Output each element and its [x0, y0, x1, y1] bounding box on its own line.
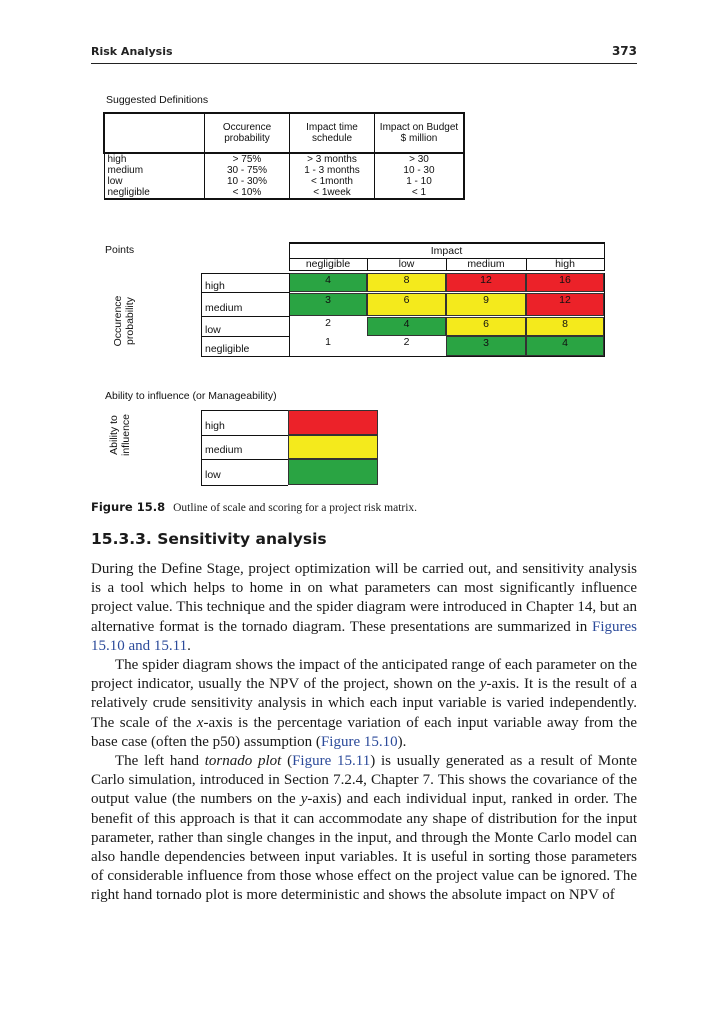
probability-row-divider — [201, 356, 289, 357]
definitions-cell: < 1 — [375, 187, 465, 199]
text-run: ). — [397, 733, 407, 750]
page-number: 373 — [611, 44, 637, 58]
paragraph-2 — [91, 656, 637, 752]
risk-score-cell: 8 — [526, 317, 604, 336]
definitions-row — [104, 176, 464, 187]
manageability-row-divider — [201, 459, 288, 460]
risk-score-cell: 2 — [367, 336, 446, 356]
definitions-row — [104, 187, 464, 199]
definitions-cell: 10 - 30% — [205, 176, 290, 187]
text-run: -axis) and each individual input, ranked in order. The benefit of this approach is that it can accommodate any shape of distribution for the input parameter, rather than single changes in the input, and through the Monte Carlo model can also handle dependencies between input variables. It is useful in sorting those parameters of considerable influence from those whose effect on the project value can be ignored. The right hand tornado plot is more deterministic and shows the absolute impact on NPV of — [91, 791, 638, 904]
risk-score-cell: 8 — [367, 273, 446, 292]
probability-row-label: medium — [205, 301, 243, 314]
definitions-cell: 10 - 30 — [375, 165, 465, 176]
risk-score-cell: 16 — [526, 273, 604, 292]
value-grid-right-border — [604, 273, 605, 357]
points-title: Points — [105, 244, 135, 256]
manageability-row-label: medium — [205, 444, 243, 456]
risk-score-cell: 1 — [289, 336, 367, 356]
definitions-cell: > 3 months — [290, 153, 375, 165]
impact-header-right-border — [604, 242, 605, 270]
definitions-row-label: low — [104, 176, 205, 187]
impact-header-label: Impact — [430, 245, 463, 257]
risk-score-cell: 3 — [446, 336, 526, 356]
risk-score-cell: 9 — [446, 293, 526, 316]
risk-score-cell: 6 — [367, 293, 446, 316]
figure-number: Figure 15.8 — [91, 500, 166, 514]
italic-variable: x — [196, 714, 204, 731]
definitions-cell: > 30 — [375, 153, 465, 165]
definitions-col-header: Occurence probability — [205, 113, 290, 153]
running-header-title: Risk Analysis — [91, 45, 173, 58]
figure-reference-link[interactable]: Figure 15.10 — [320, 733, 398, 750]
impact-column-header: medium — [467, 258, 505, 270]
italic-variable: y — [300, 791, 308, 808]
manageability-color-cell — [288, 410, 378, 435]
manageability-row-label: low — [205, 469, 221, 481]
axis-label-line: Occurence — [112, 295, 124, 347]
text-run: -axis. It is the result of a relatively crude sensitivity analysis in which each input variable is varied independently. The scale of the — [91, 676, 637, 731]
text-run: The left hand — [115, 753, 205, 770]
axis-label-line: influence — [120, 413, 132, 457]
italic-term: tornado plot — [204, 753, 282, 770]
definitions-header-row — [104, 113, 464, 153]
probability-label-column-border — [201, 273, 202, 357]
probability-row-divider — [201, 336, 289, 337]
definitions-row — [104, 165, 464, 176]
paragraph-3 — [91, 752, 637, 906]
definitions-col-header: Impact time schedule — [290, 113, 375, 153]
definitions-row-label: medium — [104, 165, 205, 176]
risk-score-cell: 2 — [289, 317, 367, 336]
probability-label-top-border — [201, 273, 289, 274]
value-grid-bottom-border — [289, 356, 605, 357]
impact-column-divider — [526, 258, 527, 270]
occurence-probability-axis-label — [112, 281, 136, 361]
probability-row-label: negligible — [205, 343, 250, 355]
definitions-table — [103, 112, 465, 200]
definitions-cell: < 1week — [290, 187, 375, 199]
ability-to-influence-axis-label — [108, 395, 132, 475]
ability-title: Ability to influence (or Manageability) — [105, 390, 277, 402]
figure-reference-link[interactable]: Figures 15.10 and 15.11 — [91, 618, 637, 654]
text-run: ) is usually generated as a result of Monte Carlo simulation, introduced in Section 7.2.4, Chapter 7. This shows the covariance of the output value (the numbers on the — [91, 753, 638, 808]
value-grid-left-border — [289, 273, 290, 357]
definitions-cell: 1 - 10 — [375, 176, 465, 187]
definitions-cell: > 75% — [205, 153, 290, 165]
definitions-row — [104, 153, 464, 165]
risk-score-cell: 4 — [526, 336, 604, 356]
manageability-top-border — [201, 410, 288, 411]
italic-variable: y — [479, 676, 487, 693]
definitions-title: Suggested Definitions — [106, 94, 209, 106]
probability-row-label: high — [205, 279, 225, 292]
text-run: . — [187, 637, 191, 654]
risk-score-cell: 12 — [446, 273, 526, 292]
definitions-row-label: negligible — [104, 187, 205, 199]
manageability-color-cell — [288, 459, 378, 485]
manageability-row-divider — [201, 435, 288, 436]
impact-column-divider — [446, 258, 447, 270]
definitions-row-label: high — [104, 153, 205, 165]
impact-column-divider — [367, 258, 368, 270]
axis-label-line: Ability to — [108, 415, 120, 455]
manageability-row-label: high — [205, 419, 225, 432]
manageability-row-divider — [201, 485, 288, 486]
section-heading: 15.3.3. Sensitivity analysis — [91, 530, 327, 548]
text-run: -axis is the percentage variation of each input variable away from the base case (often the p50) assumption ( — [91, 714, 637, 750]
manageability-label-column-border — [201, 410, 202, 486]
risk-score-cell: 3 — [289, 293, 367, 316]
body-text — [91, 560, 637, 906]
risk-score-cell: 6 — [446, 317, 526, 336]
figure-reference-link[interactable]: Figure 15.11 — [292, 753, 371, 770]
definitions-cell: 1 - 3 months — [290, 165, 375, 176]
impact-column-header: high — [555, 258, 575, 270]
axis-label-line: probability — [124, 297, 136, 345]
manageability-color-cell — [288, 435, 378, 459]
impact-column-header: low — [398, 258, 415, 270]
header-rule — [91, 63, 637, 64]
figure-caption — [91, 500, 417, 514]
definitions-cell: 30 - 75% — [205, 165, 290, 176]
text-run: ( — [281, 753, 293, 770]
risk-score-cell: 12 — [526, 293, 604, 316]
probability-row-label: low — [205, 323, 221, 336]
risk-score-cell: 4 — [367, 317, 446, 336]
probability-row-divider — [201, 292, 289, 293]
text-run: The spider diagram shows the impact of the anticipated range of each parameter on the project indicator, usually the NPV of the project, shown on the — [91, 657, 637, 693]
paragraph-1 — [91, 560, 637, 656]
probability-row-divider — [201, 316, 289, 317]
impact-header-bottom-border — [289, 270, 605, 271]
definitions-cell: < 1month — [290, 176, 375, 187]
definitions-cell: < 10% — [205, 187, 290, 199]
risk-score-cell: 4 — [289, 273, 367, 292]
text-run: During the Define Stage, project optimization will be carried out, and sensitivity analysis is a tool which helps to home in on what parameters can most significantly influence project value. This technique and the spider diagram were introduced in Chapter 14, but an alternative format is the tornado diagram. These presentations are summarized in — [91, 561, 637, 635]
definitions-col-header: Impact on Budget $ million — [375, 113, 465, 153]
impact-column-header: negligible — [305, 258, 351, 270]
definitions-corner-cell — [104, 113, 205, 153]
figure-caption-text: Outline of scale and scoring for a project risk matrix. — [173, 502, 418, 514]
